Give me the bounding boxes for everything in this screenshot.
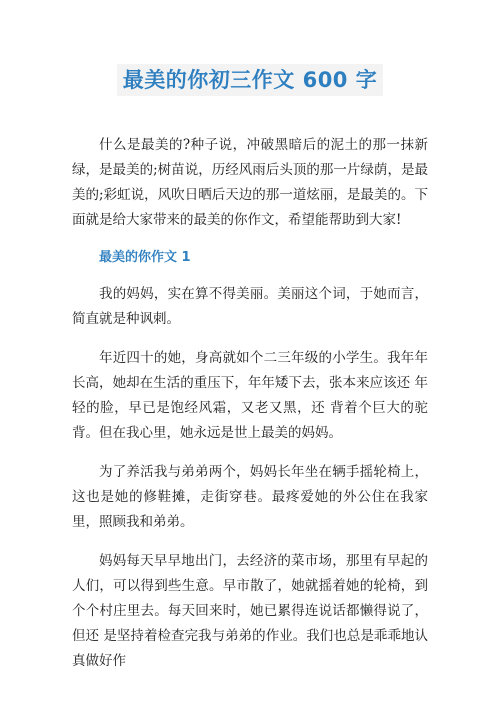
page-title: 最美的你初三作文 600 字	[117, 64, 383, 96]
paragraph-3: 为了养活我与弟弟两个，妈妈长年坐在辆手摇轮椅上，这也是她的修鞋摊，走街穿巷。最疼爱她的外公住在我家里，照顾我和弟弟。	[72, 464, 428, 530]
intro-paragraph: 什么是最美的?种子说，冲破黑暗后的泥土的那一抹新绿，是最美的;树苗说，历经风雨后头顶的那一片绿荫，是最美的;彩虹说，风吹日晒后天边的那一道炫丽，是最美的。下面就是给大家带来的最美的你作文，希望能帮助到大家!	[72, 137, 428, 228]
paragraph-1: 我的妈妈，实在算不得美丽。美丽这个词，于她而言，简直就是种讽刺。	[72, 286, 428, 327]
article-body	[72, 133, 428, 674]
title-container	[0, 64, 500, 96]
section-heading: 最美的你作文 1	[99, 250, 191, 265]
paragraph-2: 年近四十的她，身高就如个二三年级的小学生。我年年长高，她却在生活的重压下，年年矮下去，张本来应该还 年轻的脸，早已是饱经风霜，又老又黑，还 背着个巨大的驼背。但在我心里，她永远是世上最美的妈妈。	[72, 350, 428, 441]
paragraph-4: 妈妈每天早早地出门，去经济的菜市场，那里有早起的人们，可以得到些生意。早市散了，她就摇着她的轮椅，到个个村庄里去。每天回来时，她已累得连说话都懒得说了，但还 是坚持着检查完我与弟弟的作业。我们也总是乖乖地认真做好作	[72, 553, 428, 669]
